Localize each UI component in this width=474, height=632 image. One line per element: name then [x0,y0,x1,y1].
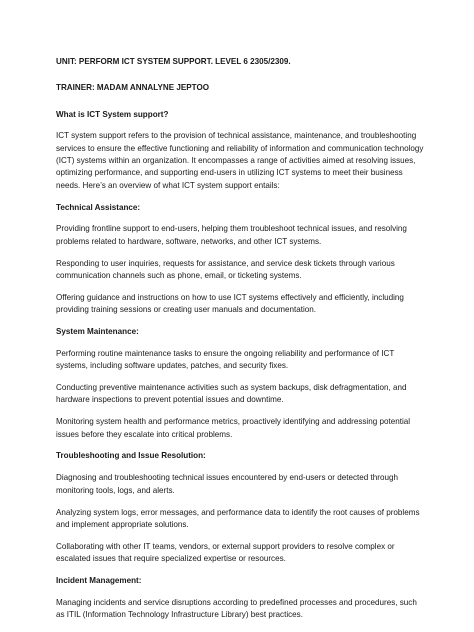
section-heading: System Maintenance: [56,327,139,337]
section-troubleshooting [56,450,426,565]
section-paragraph: Performing routine maintenance tasks to ensure the ongoing reliability and performance of ICT systems, including software updates, patches, and security fixes. [56,348,395,371]
trainer-name: TRAINER: MADAM ANNALYNE JEPTOO [56,83,210,93]
unit-title: UNIT: PERFORM ICT SYSTEM SUPPORT. LEVEL 6 2305/2309. [56,57,291,66]
section-technical-assistance [56,202,426,317]
section-paragraph: Analyzing system logs, error messages, and performance data to identify the root causes of problems and implement appropriate solutions. [56,507,420,529]
section-paragraph: Monitoring system health and performance metrics, proactively identifying and addressing potential issues before they escalate into critical problems. [56,417,411,439]
section-paragraph: Diagnosing and troubleshooting technical issues encountered by end-users or detected through monitoring tools, logs, and alerts. [56,473,398,495]
question-heading: What is ICT System support? [56,109,169,119]
section-paragraph: Offering guidance and instructions on how to use ICT systems effectively and efficiently, including providing training sessions or creating user manuals and documentation. [56,292,404,315]
section-heading: Technical Assistance: [56,202,141,212]
section-paragraph: Managing incidents and service disruptions according to predefined processes and procedures, such as ITIL (Information Technology Infrastructure Library) best practices. [56,597,417,620]
section-paragraph: Conducting preventive maintenance activities such as system backups, disk defragmentation, and hardware inspections to prevent potential issues and downtime. [56,383,407,405]
section-paragraph: Collaborating with other IT teams, vendors, or external support providers to resolve complex or escalated issues that require specialized expertise or resources. [56,541,395,564]
section-incident-management [56,575,426,621]
section-system-maintenance [56,326,426,441]
intro-paragraph: ICT system support refers to the provision of technical assistance, maintenance, and troubleshooting services to ensure the effective functioning and reliability of information and communication technology (ICT) systems within an organization. It encompasses a range of activities aimed at resolving issues, optimizing performance, and supporting end-users in utilizing ICT systems to meet their business needs. Here’s an overview of what ICT system support entails: [56,131,424,190]
section-heading: Troubleshooting and Issue Resolution: [56,451,206,461]
section-paragraph: Providing frontline support to end-users, helping them troubleshoot technical issues, and resolving problems related to hardware, software, networks, and other ICT systems. [56,224,407,246]
section-heading: Incident Management: [56,575,142,585]
section-paragraph: Responding to user inquiries, requests for assistance, and service desk tickets through various communication channels such as phone, email, or ticketing systems. [56,258,395,280]
document-page [56,56,426,631]
